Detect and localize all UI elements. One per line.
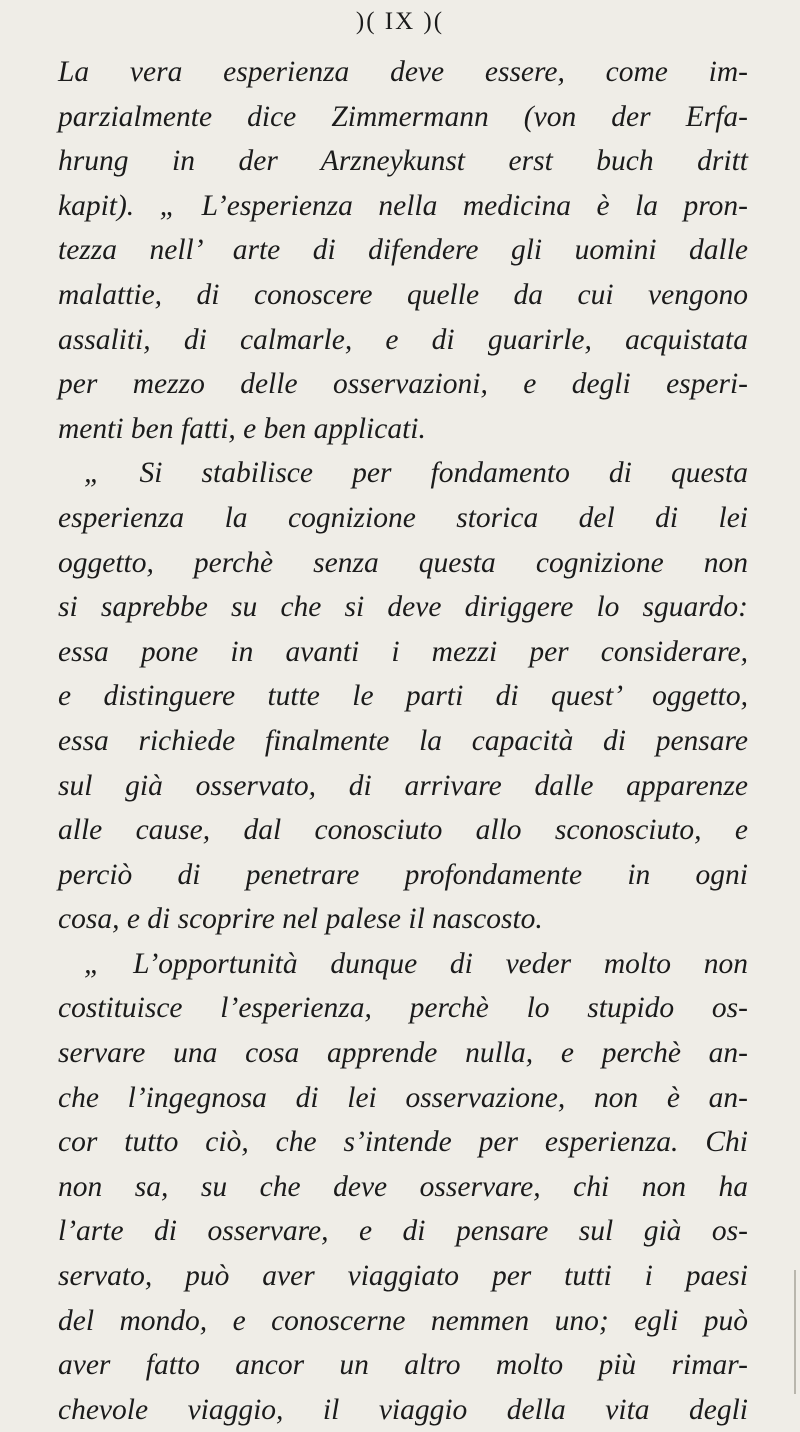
text-line: kapit). „ L’esperienza nella medicina è la pron- [58, 189, 748, 222]
text-line: cor tutto ciò, che s’intende per esperienza. Chi [58, 1126, 748, 1159]
text-line: si saprebbe su che si deve diriggere lo sguardo: [58, 591, 748, 624]
text-line: perciò di penetrare profondamente in ogni [58, 858, 748, 891]
text-line: menti ben fatti, e ben applicati. [58, 412, 426, 445]
page-edge-divider [794, 1270, 796, 1394]
text-line: servare una cosa apprende nulla, e perchè an- [58, 1037, 748, 1070]
text-line: cosa, e di scoprire nel palese il nascosto. [58, 903, 543, 936]
text-line: hrung in der Arzneykunst erst buch dritt [58, 145, 748, 178]
text-line: chevole viaggio, il viaggio della vita degli [58, 1393, 748, 1426]
text-line: parzialmente dice Zimmermann (von der Erfa- [58, 100, 748, 133]
text-line: „ Si stabilisce per fondamento di questa [84, 457, 748, 490]
body-text [58, 50, 748, 1432]
text-line: La vera esperienza deve essere, come im- [58, 56, 748, 88]
text-line: e distinguere tutte le parti di quest’ oggetto, [58, 680, 748, 713]
text-line: malattie, di conoscere quelle da cui vengono [58, 278, 748, 311]
text-line: essa pone in avanti i mezzi per considerare, [58, 635, 748, 668]
text-line: per mezzo delle osservazioni, e degli esperi- [58, 368, 748, 401]
text-line: „ L’opportunità dunque di veder molto non [84, 947, 748, 980]
page-header: )( IX )( [355, 8, 445, 35]
text-line: l’arte di osservare, e di pensare sul già os- [58, 1215, 748, 1248]
text-line: servato, può aver viaggiato per tutti i paesi [58, 1260, 748, 1293]
text-line: esperienza la cognizione storica del di lei [58, 501, 748, 534]
text-line: essa richiede finalmente la capacità di pensare [58, 724, 748, 757]
text-line: che l’ingegnosa di lei osservazione, non è an- [58, 1081, 748, 1114]
text-line: sul già osservato, di arrivare dalle apparenze [58, 769, 748, 802]
text-line: del mondo, e conoscerne nemmen uno; egli può [58, 1304, 748, 1337]
text-line: aver fatto ancor un altro molto più rimar- [58, 1349, 748, 1382]
text-line: oggetto, perchè senza questa cognizione non [58, 546, 748, 579]
text-line: costituisce l’esperienza, perchè lo stupido os- [58, 992, 748, 1025]
text-line: assaliti, di calmarle, e di guarirle, acquistata [58, 323, 748, 356]
text-line: alle cause, dal conosciuto allo sconosciuto, e [58, 814, 748, 847]
text-line: non sa, su che deve osservare, chi non ha [58, 1170, 748, 1203]
text-line: tezza nell’ arte di difendere gli uomini dalle [58, 234, 748, 267]
